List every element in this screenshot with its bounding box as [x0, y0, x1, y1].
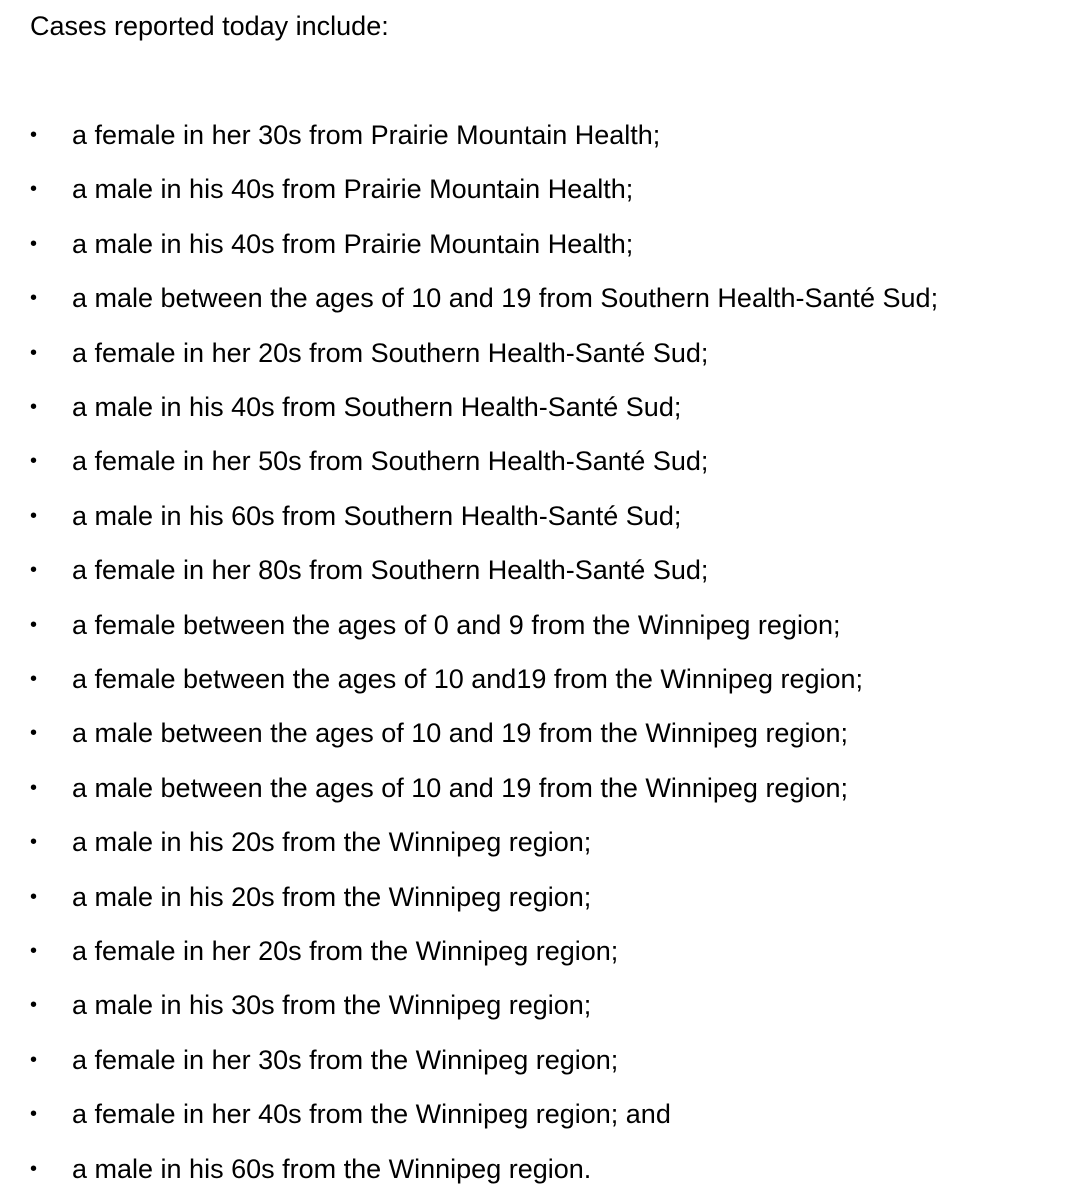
- bullet-icon: •: [30, 178, 38, 201]
- list-item: [0, 550, 1060, 590]
- list-item: [0, 1149, 1060, 1189]
- case-text: a male in his 40s from Southern Health-Santé Sud;: [72, 392, 682, 422]
- case-text: a male in his 60s from the Winnipeg region.: [72, 1153, 592, 1184]
- case-text: a male in his 40s from Prairie Mountain Health;: [72, 174, 634, 205]
- bullet-icon: •: [30, 232, 38, 255]
- case-text: a male between the ages of 10 and 19 from the Winnipeg region;: [72, 718, 848, 749]
- case-text: a male in his 20s from the Winnipeg region;: [72, 881, 592, 912]
- case-text: a female in her 20s from the Winnipeg region;: [72, 936, 619, 966]
- case-text: a female in her 30s from Prairie Mountain Health;: [72, 120, 661, 150]
- list-item: [0, 333, 1060, 373]
- list-item: [0, 169, 1060, 209]
- bullet-icon: •: [30, 504, 38, 527]
- case-text: a female in her 30s from the Winnipeg region;: [72, 1044, 619, 1075]
- case-text: a female in her 80s from Southern Health-Santé Sud;: [72, 555, 709, 586]
- list-item: [0, 278, 1060, 318]
- list-item: [0, 822, 1060, 862]
- list-item: [0, 713, 1060, 753]
- list-item: [0, 224, 1060, 264]
- list-item: [0, 985, 1060, 1025]
- list-item: [0, 496, 1060, 536]
- list-item: [0, 1040, 1060, 1080]
- list-item: [0, 387, 1060, 427]
- list-item: [0, 115, 1060, 155]
- bullet-icon: •: [30, 668, 38, 690]
- intro-text: Cases reported today include:: [30, 11, 389, 41]
- case-text: a male in his 30s from the Winnipeg region;: [72, 990, 592, 1021]
- case-text: a male between the ages of 10 and 19 from the Winnipeg region;: [72, 772, 848, 803]
- bullet-icon: •: [30, 341, 38, 364]
- case-text: a female in her 50s from Southern Health-Santé Sud;: [72, 446, 709, 477]
- list-item: [0, 1094, 1060, 1134]
- case-text: a female between the ages of 0 and 9 from the Winnipeg region;: [72, 609, 841, 640]
- bullet-icon: •: [30, 940, 38, 962]
- bullet-icon: •: [30, 831, 38, 854]
- bullet-icon: •: [30, 776, 38, 799]
- bullet-icon: •: [30, 396, 38, 418]
- case-text: a male in his 20s from the Winnipeg region;: [72, 827, 592, 858]
- bullet-icon: •: [30, 287, 38, 310]
- case-text: a male in his 60s from Southern Health-Santé Sud;: [72, 500, 682, 531]
- case-text: a male in his 40s from Prairie Mountain Health;: [72, 228, 634, 259]
- case-text: a female between the ages of 10 and19 from the Winnipeg region;: [72, 664, 864, 694]
- bullet-icon: •: [30, 722, 38, 745]
- case-text: a male between the ages of 10 and 19 from Southern Health-Santé Sud;: [72, 283, 939, 314]
- bullet-icon: •: [30, 994, 38, 1017]
- bullet-icon: •: [30, 1048, 38, 1071]
- list-item: [0, 931, 1060, 971]
- list-item: [0, 605, 1060, 645]
- list-item: [0, 768, 1060, 808]
- bullet-icon: •: [30, 885, 38, 908]
- bullet-icon: •: [30, 124, 38, 146]
- case-text: a female in her 40s from the Winnipeg region; and: [72, 1099, 671, 1130]
- bullet-icon: •: [30, 559, 38, 582]
- bullet-icon: •: [30, 1157, 38, 1180]
- bullet-icon: •: [30, 450, 38, 473]
- list-item: [0, 659, 1060, 699]
- bullet-icon: •: [30, 613, 38, 636]
- bullet-icon: •: [30, 1103, 38, 1126]
- list-item: [0, 877, 1060, 917]
- list-item: [0, 441, 1060, 481]
- case-text: a female in her 20s from Southern Health-Santé Sud;: [72, 337, 709, 368]
